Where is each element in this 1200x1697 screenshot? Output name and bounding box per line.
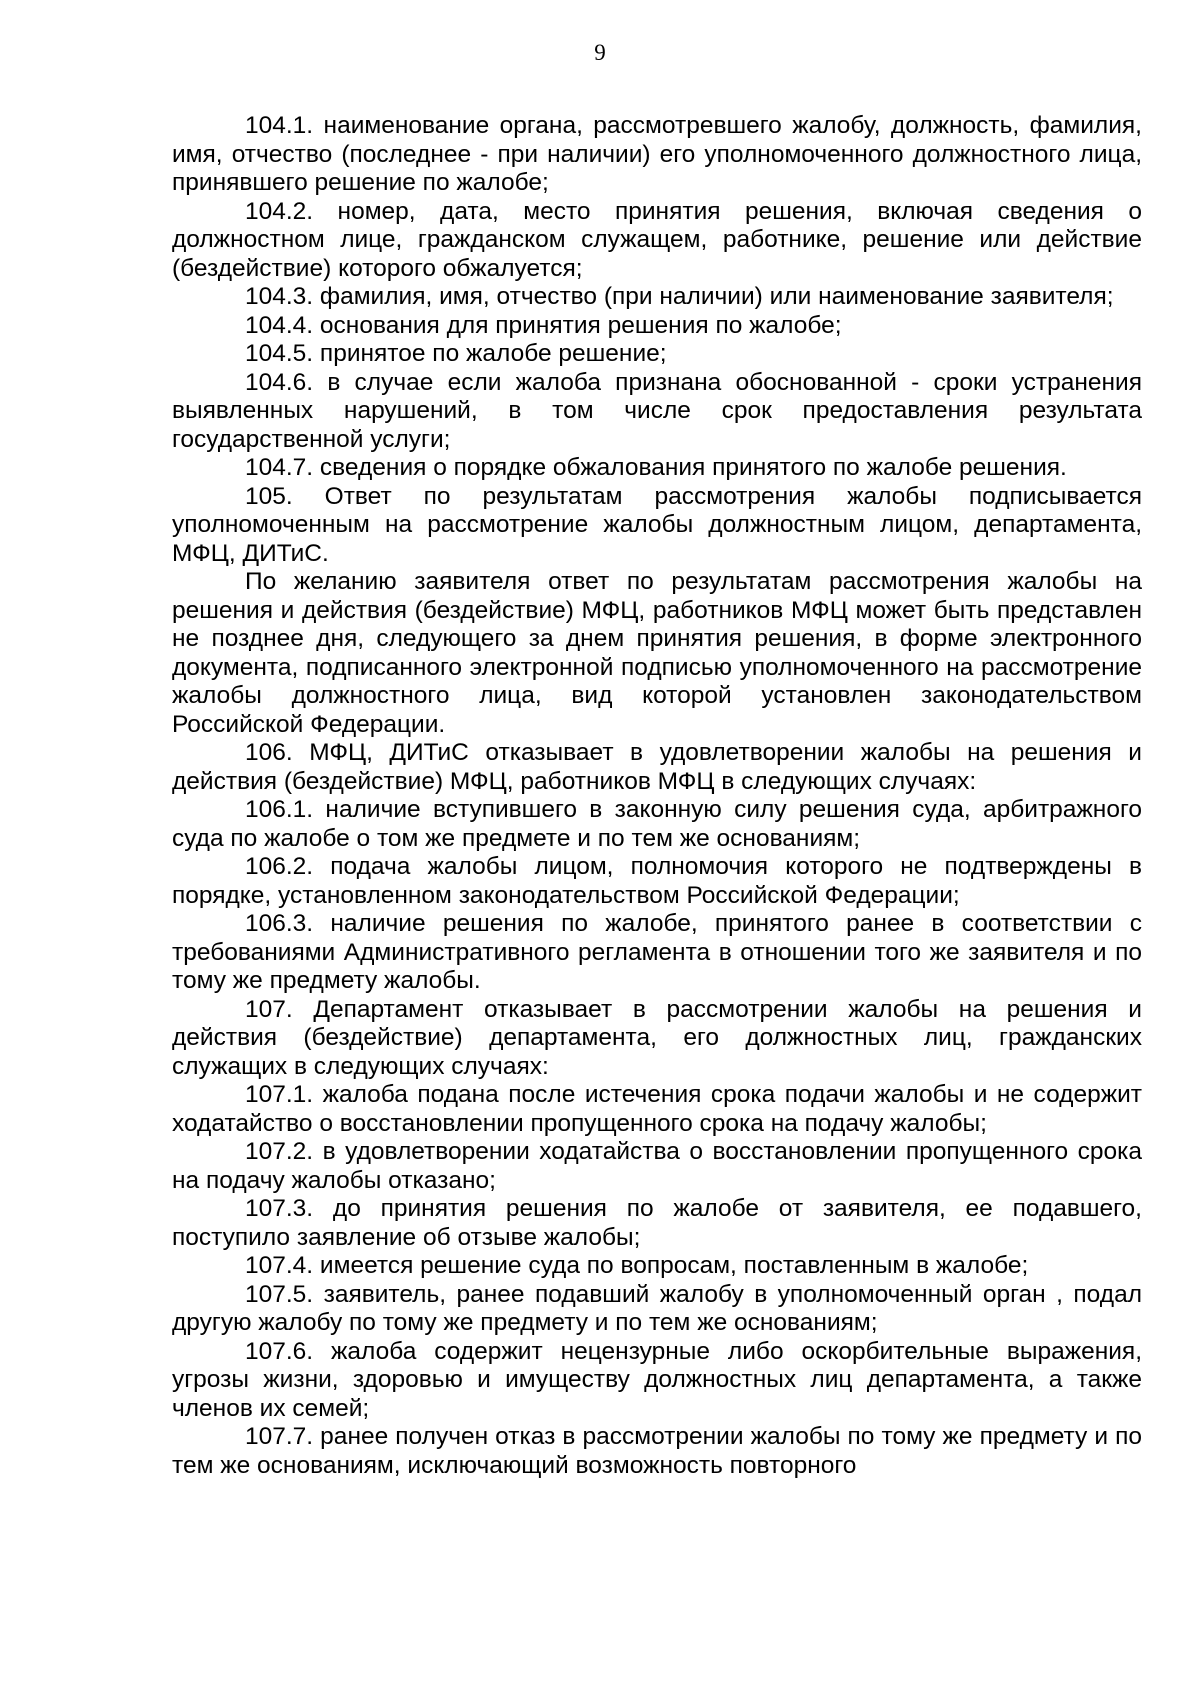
- paragraph: 106. МФЦ, ДИТиС отказывает в удовлетворении жалобы на решения и действия (бездействие) МФЦ, работников МФЦ в следующих случаях:: [172, 739, 1142, 795]
- document-body: [172, 112, 1142, 1480]
- paragraph: 104.1. наименование органа, рассмотревшего жалобу, должность, фамилия, имя, отчество (последнее - при наличии) его уполномоченного должностного лица, принявшего решение по жалобе;: [172, 112, 1142, 196]
- paragraph: 106.1. наличие вступившего в законную силу решения суда, арбитражного суда по жалобе о том же предмете и по тем же основаниям;: [172, 796, 1142, 852]
- paragraph: 104.6. в случае если жалоба признана обоснованной - сроки устранения выявленных нарушений, в том числе срок предоставления результата государственной услуги;: [172, 368, 1142, 453]
- paragraph: 107. Департамент отказывает в рассмотрении жалобы на решения и действия (бездействие) департамента, его должностных лиц, гражданских служащих в следующих случаях:: [172, 995, 1142, 1080]
- paragraph: 107.7. ранее получен отказ в рассмотрении жалобы по тому же предмету и по тем же основаниям, исключающий возможность повторного: [172, 1423, 1142, 1479]
- paragraph: 106.2. подача жалобы лицом, полномочия которого не подтверждены в порядке, установленном законодательством Российской Федерации;: [172, 853, 1142, 909]
- paragraph: 104.7. сведения о порядке обжалования принятого по жалобе решения.: [245, 454, 1067, 481]
- paragraph: 104.3. фамилия, имя, отчество (при наличии) или наименование заявителя;: [245, 283, 1114, 310]
- paragraph: 104.4. основания для принятия решения по жалобе;: [245, 311, 842, 339]
- paragraph: 104.2. номер, дата, место принятия решения, включая сведения о должностном лице, гражданском служащем, работнике, решение или действие (бездействие) которого обжалуется;: [172, 197, 1142, 282]
- paragraph: 107.6. жалоба содержит нецензурные либо оскорбительные выражения, угрозы жизни, здоровью и имуществу должностных лиц департамента, а также членов их семей;: [172, 1337, 1142, 1422]
- page-number: 9: [594, 40, 606, 65]
- paragraph: 107.1. жалоба подана после истечения срока подачи жалобы и не содержит ходатайство о восстановлении пропущенного срока на подачу жалобы;: [172, 1081, 1142, 1137]
- paragraph: 104.5. принятое по жалобе решение;: [245, 340, 667, 367]
- paragraph: По желанию заявителя ответ по результатам рассмотрения жалобы на решения и действия (бездействие) МФЦ, работников МФЦ может быть представлен не позднее дня, следующего за днем принятия решения, в форме электронного документа, подписанного электронной подписью уполномоченного на рассмотрение жалобы должностного лица, вид которой установлен законодательством Российской Федерации.: [172, 568, 1142, 738]
- paragraph: 107.5. заявитель, ранее подавший жалобу в уполномоченный орган , подал другую жалобу по тому же предмету и по тем же основаниям;: [172, 1280, 1142, 1336]
- paragraph: 107.2. в удовлетворении ходатайства о восстановлении пропущенного срока на подачу жалобы отказано;: [172, 1138, 1142, 1194]
- paragraph: 105. Ответ по результатам рассмотрения жалобы подписывается уполномоченным на рассмотрение жалобы должностным лицом, департамента, МФЦ, ДИТиС.: [172, 482, 1142, 567]
- paragraph: 107.4. имеется решение суда по вопросам, поставленным в жалобе;: [245, 1252, 1029, 1279]
- paragraph: 107.3. до принятия решения по жалобе от заявителя, ее подавшего, поступило заявление об отзыве жалобы;: [172, 1195, 1142, 1251]
- paragraph: 106.3. наличие решения по жалобе, принятого ранее в соответствии с требованиями Административного регламента в отношении того же заявителя и по тому же предмету жалобы.: [172, 910, 1142, 994]
